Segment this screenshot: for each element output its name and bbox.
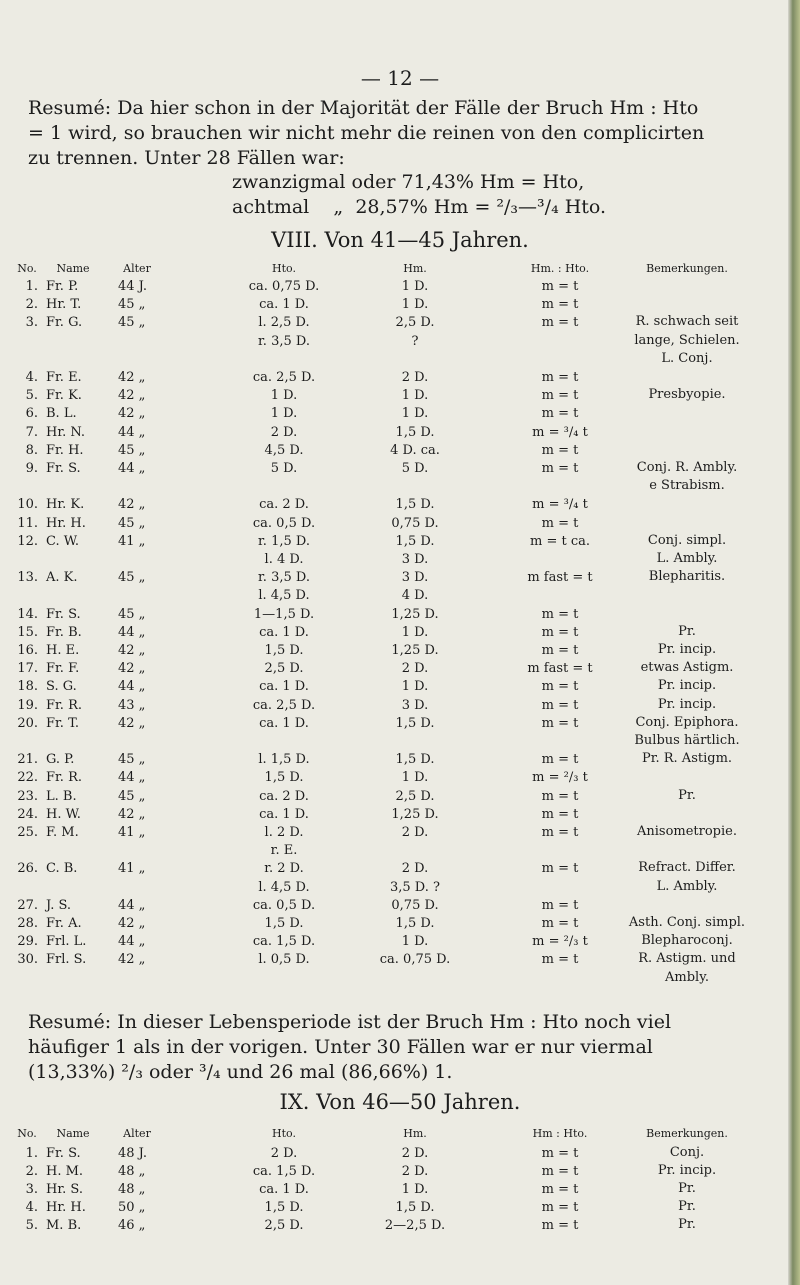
- cell-name: Fr. K.: [46, 388, 82, 404]
- cell-ratio: m fast = t: [527, 570, 593, 586]
- cell-no: 23.: [17, 788, 38, 804]
- cell-hm: 3,5 D. ?: [389, 879, 440, 895]
- cell-hto: r. 2 D.: [264, 861, 304, 877]
- cell-remark: L. Conj.: [661, 350, 713, 366]
- cell-hto: 1,5 D.: [264, 770, 304, 786]
- cell-name: Hr. H.: [46, 515, 86, 531]
- cell-remark: Anisometropie.: [636, 824, 737, 839]
- cell-hm: 1,5 D.: [395, 715, 435, 731]
- cell-age: 44 J.: [118, 279, 148, 294]
- cell-remark: Conj.: [669, 1145, 705, 1160]
- cell-remark: Conj. R. Ambly.: [636, 460, 738, 475]
- column-header-hto: Hto.: [272, 262, 296, 275]
- cell-age: 43 „: [118, 697, 146, 713]
- cell-ratio: m = ³/₄ t: [532, 424, 588, 440]
- cell-name: Fr. S.: [46, 1146, 81, 1161]
- cell-ratio: m = t: [541, 1146, 579, 1161]
- cell-age: 41 „: [118, 861, 146, 877]
- cell-hm: 1 D.: [401, 770, 429, 786]
- cell-ratio: m = t: [541, 1164, 579, 1179]
- cell-hto: 2 D.: [270, 1146, 298, 1161]
- cell-ratio: m = t: [541, 916, 579, 931]
- cell-ratio: m = t: [541, 861, 579, 877]
- cell-ratio: m = t: [541, 806, 579, 822]
- cell-hto: l. 2 D.: [264, 825, 304, 840]
- cell-ratio: m = t: [541, 461, 579, 476]
- column-header-alter: Alter: [123, 262, 151, 275]
- cell-hto: ca. 0,5 D.: [252, 515, 316, 531]
- cell-hto: ca. 2,5 D.: [252, 697, 316, 713]
- cell-no: 25.: [17, 825, 38, 840]
- cell-age: 45 „: [118, 606, 146, 622]
- cell-no: 5.: [25, 388, 38, 404]
- cell-hm: 1 D.: [401, 279, 429, 294]
- cell-name: Hr. N.: [46, 424, 86, 440]
- cell-no: 6.: [25, 406, 38, 422]
- cell-name: J. S.: [46, 897, 72, 913]
- cell-age: 44 „: [118, 624, 146, 640]
- cell-ratio: m = t ca.: [529, 533, 590, 549]
- cell-hm: 1 D.: [401, 406, 429, 422]
- cell-hm: 2,5 D.: [395, 788, 435, 804]
- cell-no: 19.: [17, 697, 38, 713]
- column-header-remarks: Bemerkungen.: [646, 1127, 728, 1140]
- cell-remark: Bulbus härtlich.: [634, 733, 740, 748]
- cell-no: 14.: [17, 606, 38, 622]
- cell-no: 4.: [25, 1200, 38, 1215]
- cell-age: 42 „: [118, 715, 146, 731]
- cell-no: 16.: [17, 643, 38, 658]
- cell-name: Hr. S.: [46, 1182, 83, 1197]
- cell-hto: 2,5 D.: [264, 661, 304, 677]
- cell-age: 45 „: [118, 515, 146, 531]
- cell-hto: l. 4,5 D.: [258, 588, 310, 604]
- cell-age: 42 „: [118, 370, 146, 385]
- cell-age: 45 „: [118, 570, 146, 586]
- cell-ratio: m = t: [541, 897, 579, 913]
- cell-remark: Presbyopie.: [648, 387, 726, 403]
- cell-hto: l. 4,5 D.: [258, 879, 310, 895]
- cell-ratio: m = t: [541, 679, 579, 695]
- cell-name: S. G.: [46, 679, 77, 695]
- cell-remark: R. schwach seit: [635, 314, 739, 330]
- cell-name: Fr. B.: [46, 624, 82, 640]
- cell-hto: ca. 1 D.: [259, 624, 309, 640]
- cell-age: 41 „: [118, 825, 146, 840]
- summary-line: zwanzigmal oder 71,43% Hm = Hto,: [232, 171, 585, 193]
- intro-line: = 1 wird, so brauchen wir nicht mehr die reinen von den complicirten: [28, 122, 705, 144]
- resume-line: Resumé: In dieser Lebensperiode ist der Bruch Hm : Hto noch viel: [28, 1011, 672, 1033]
- cell-hm: 1 D.: [401, 297, 429, 313]
- cell-remark: e Strabism.: [649, 478, 725, 494]
- cell-hm: 0,75 D.: [391, 515, 439, 531]
- cell-ratio: m = t: [541, 643, 579, 658]
- cell-name: H. W.: [46, 806, 81, 822]
- cell-age: 48 „: [118, 1182, 146, 1197]
- cell-name: H. E.: [46, 643, 80, 658]
- summary-line: achtmal „ 28,57% Hm = ²/₃—³/₄ Hto.: [232, 196, 607, 218]
- cell-hto: 1,5 D.: [264, 643, 304, 658]
- cell-age: 46 „: [118, 1218, 146, 1233]
- cell-name: G. P.: [46, 752, 75, 768]
- cell-hm: 4 D. ca.: [390, 442, 440, 458]
- cell-age: 42 „: [118, 406, 146, 422]
- cell-hto: l. 0,5 D.: [258, 952, 310, 968]
- cell-age: 42 „: [118, 806, 146, 822]
- cell-remark: Pr.: [678, 623, 696, 639]
- cell-hm: 2 D.: [401, 861, 429, 877]
- cell-remark: L. Ambly.: [656, 551, 718, 566]
- cell-no: 27.: [17, 897, 38, 913]
- cell-name: Fr. P.: [46, 279, 79, 294]
- resume-line: (13,33%) ²/₃ oder ³/₄ und 26 mal (86,66%) 1.: [28, 1061, 453, 1083]
- cell-name: Fr. R.: [46, 697, 82, 713]
- cell-no: 15.: [17, 624, 38, 640]
- cell-hm: 2 D.: [401, 825, 429, 840]
- cell-name: C. B.: [46, 861, 78, 877]
- cell-name: Fr. R.: [46, 770, 82, 786]
- cell-remark: Pr.: [678, 787, 696, 803]
- cell-age: 44 „: [118, 679, 146, 695]
- cell-remark: Refract. Differ.: [638, 860, 736, 876]
- cell-ratio: m = t: [541, 715, 579, 731]
- cell-hm: 1 D.: [401, 388, 429, 404]
- cell-hto: 1—1,5 D.: [253, 606, 315, 622]
- cell-no: 21.: [17, 752, 38, 768]
- cell-ratio: m = t: [541, 752, 579, 768]
- cell-name: Frl. L.: [46, 934, 87, 950]
- cell-hto: ca. 2 D.: [259, 788, 309, 804]
- cell-hm: 1,25 D.: [391, 606, 439, 622]
- cell-no: 8.: [25, 442, 38, 458]
- page-number: — 12 —: [360, 66, 440, 90]
- cell-ratio: m = t: [541, 388, 579, 404]
- cell-no: 2.: [25, 1164, 38, 1179]
- cell-hto: 5 D.: [270, 461, 298, 476]
- cell-remark: Conj. simpl.: [647, 532, 727, 548]
- cell-hto: 4,5 D.: [264, 442, 304, 458]
- cell-no: 26.: [17, 861, 38, 877]
- cell-age: 42 „: [118, 388, 146, 404]
- cell-ratio: m = t: [541, 315, 579, 331]
- cell-name: H. M.: [46, 1164, 84, 1179]
- cell-name: C. W.: [46, 533, 79, 549]
- cell-hto: 2 D.: [270, 424, 298, 440]
- cell-hto: ca. 1 D.: [259, 679, 309, 695]
- cell-hto: 1,5 D.: [264, 916, 304, 931]
- cell-hm: 1,5 D.: [395, 533, 435, 549]
- cell-hto: r. 3,5 D.: [258, 570, 310, 586]
- cell-hto: ca. 1,5 D.: [252, 1164, 316, 1179]
- cell-name: Fr. A.: [46, 916, 82, 931]
- cell-ratio: m = t: [541, 406, 579, 422]
- cell-hm: ca. 0,75 D.: [379, 952, 451, 968]
- cell-no: 20.: [17, 715, 38, 731]
- cell-age: 42 „: [118, 952, 146, 968]
- cell-no: 9.: [25, 461, 38, 476]
- cell-age: 41 „: [118, 533, 146, 549]
- cell-hm: 3 D.: [401, 570, 429, 586]
- cell-hto: ca. 1 D.: [259, 715, 309, 731]
- cell-ratio: m = t: [541, 1182, 579, 1197]
- cell-no: 30.: [17, 952, 38, 968]
- cell-name: B. L.: [46, 406, 77, 422]
- cell-hm: 3 D.: [401, 697, 429, 713]
- cell-age: 44 „: [118, 770, 146, 786]
- cell-ratio: m = t: [541, 297, 579, 313]
- cell-name: Frl. S.: [46, 952, 87, 968]
- cell-hto: l. 1,5 D.: [258, 752, 310, 768]
- column-header-hm: Hm.: [403, 1127, 427, 1140]
- cell-ratio: m = ³/₄ t: [532, 497, 588, 513]
- cell-hm: 2 D.: [401, 370, 429, 385]
- cell-hm: 1,25 D.: [391, 643, 439, 658]
- cell-remark: Pr. R. Astigm.: [641, 751, 733, 767]
- cell-remark: Asth. Conj. simpl.: [628, 915, 746, 930]
- cell-ratio: m = t: [541, 442, 579, 458]
- cell-remark: etwas Astigm.: [640, 660, 734, 676]
- cell-name: Fr. F.: [46, 661, 80, 677]
- cell-hto: r. E.: [270, 843, 298, 859]
- cell-no: 1.: [25, 279, 38, 294]
- cell-no: 3.: [25, 1182, 38, 1197]
- cell-no: 28.: [17, 916, 38, 931]
- cell-remark: Blepharoconj.: [641, 933, 733, 949]
- cell-age: 45 „: [118, 315, 146, 331]
- cell-ratio: m = t: [541, 515, 579, 531]
- cell-name: Fr. S.: [46, 461, 81, 476]
- cell-ratio: m = t: [541, 279, 579, 294]
- cell-name: Fr. S.: [46, 606, 81, 622]
- column-header-name: Name: [56, 262, 90, 275]
- cell-no: 13.: [17, 570, 38, 586]
- cell-age: 44 „: [118, 461, 146, 476]
- cell-hm: 1 D.: [401, 934, 429, 950]
- column-header-hto: Hto.: [272, 1127, 296, 1140]
- cell-hto: ca. 1 D.: [259, 1182, 309, 1197]
- cell-age: 45 „: [118, 442, 146, 458]
- cell-name: Fr. H.: [46, 442, 84, 458]
- cell-hm: 4 D.: [401, 588, 429, 604]
- cell-hto: ca. 2 D.: [259, 497, 309, 513]
- cell-no: 10.: [17, 497, 38, 513]
- cell-age: 48 „: [118, 1164, 146, 1179]
- cell-hm: 1,5 D.: [395, 424, 435, 440]
- cell-hm: 0,75 D.: [391, 897, 439, 913]
- cell-hto: 1 D.: [270, 406, 298, 422]
- cell-remark: Blepharitis.: [648, 569, 726, 585]
- cell-no: 24.: [17, 806, 38, 822]
- cell-no: 22.: [17, 770, 38, 786]
- cell-hto: l. 4 D.: [264, 552, 304, 567]
- cell-name: Fr. T.: [46, 715, 79, 731]
- intro-paragraph: [28, 96, 768, 171]
- cell-age: 42 „: [118, 916, 146, 931]
- cell-age: 44 „: [118, 424, 146, 440]
- column-header-alter: Alter: [123, 1127, 151, 1140]
- cell-age: 42 „: [118, 643, 146, 658]
- cell-hto: ca. 1,5 D.: [252, 934, 316, 950]
- cell-hto: ca. 0,5 D.: [252, 897, 316, 913]
- cell-remark: Pr.: [678, 1217, 696, 1232]
- cell-hm: 1 D.: [401, 624, 429, 640]
- column-header-ratio: Hm. : Hto.: [530, 262, 590, 275]
- cell-name: A. K.: [46, 570, 78, 586]
- column-header-ratio: Hm : Hto.: [532, 1127, 588, 1140]
- cell-hm: 1,5 D.: [395, 752, 435, 768]
- cell-hto: ca. 2,5 D.: [252, 370, 316, 385]
- resume-line: häufiger 1 als in der vorigen. Unter 30 Fällen war er nur viermal: [28, 1036, 653, 1058]
- cell-ratio: m = t: [541, 952, 579, 968]
- cell-no: 18.: [17, 679, 38, 695]
- cell-hto: ca. 0,75 D.: [248, 279, 320, 294]
- cell-hm: 2—2,5 D.: [384, 1218, 446, 1233]
- cell-ratio: m = t: [541, 697, 579, 713]
- section-heading: IX. Von 46—50 Jahren.: [279, 1090, 521, 1114]
- cell-hm: 1,5 D.: [395, 497, 435, 513]
- cell-age: 50 „: [118, 1200, 146, 1215]
- cell-age: 45 „: [118, 297, 146, 313]
- cell-name: Fr. G.: [46, 315, 83, 331]
- cell-age: 45 „: [118, 752, 146, 768]
- resume-paragraph: [28, 1010, 768, 1085]
- cell-no: 1.: [25, 1146, 38, 1161]
- cell-age: 45 „: [118, 788, 146, 804]
- cell-ratio: m = t: [541, 1218, 579, 1233]
- column-header-remarks: Bemerkungen.: [646, 262, 728, 275]
- cell-age: 44 „: [118, 897, 146, 913]
- cell-hm: 1,5 D.: [395, 916, 435, 931]
- cell-name: L. B.: [46, 788, 77, 804]
- cell-ratio: m = ²/₃ t: [532, 934, 588, 950]
- cell-remark: Pr. incip.: [657, 1163, 717, 1178]
- cell-ratio: m = t: [541, 1200, 579, 1215]
- cell-hm: 2,5 D.: [395, 315, 435, 331]
- cell-hto: 1 D.: [270, 388, 298, 404]
- section-heading: VIII. Von 41—45 Jahren.: [271, 228, 529, 252]
- cell-hto: 1,5 D.: [264, 1200, 304, 1215]
- cell-remark: Pr. incip.: [657, 678, 717, 694]
- cell-name: Fr. E.: [46, 370, 82, 385]
- cell-remark: Pr. incip.: [657, 642, 717, 657]
- cell-age: 42 „: [118, 661, 146, 677]
- cell-no: 17.: [17, 661, 38, 677]
- cell-ratio: m = t: [541, 825, 579, 840]
- column-header-name: Name: [56, 1127, 90, 1140]
- cell-ratio: m = t: [541, 606, 579, 622]
- cell-remark: Pr.: [678, 1181, 696, 1196]
- cell-hm: 3 D.: [401, 552, 429, 567]
- intro-line: Resumé: Da hier schon in der Majorität der Fälle der Bruch Hm : Hto: [28, 97, 699, 119]
- cell-hm: 1 D.: [401, 1182, 429, 1197]
- cell-remark: Pr. incip.: [657, 696, 717, 712]
- cell-age: 48 J.: [118, 1146, 148, 1161]
- cell-ratio: m = t: [541, 788, 579, 804]
- intro-line: zu trennen. Unter 28 Fällen war:: [28, 147, 345, 169]
- cell-name: F. M.: [46, 825, 79, 840]
- cell-remark: Conj. Epiphora.: [635, 714, 739, 730]
- cell-hto: ca. 1 D.: [259, 806, 309, 822]
- cell-age: 44 „: [118, 934, 146, 950]
- cell-hto: 2,5 D.: [264, 1218, 304, 1233]
- cell-no: 29.: [17, 934, 38, 950]
- cell-hm: 5 D.: [401, 461, 429, 476]
- cell-remark: Pr.: [678, 1199, 696, 1214]
- cell-remark: L. Ambly.: [656, 878, 718, 894]
- cell-hm: 1,25 D.: [391, 806, 439, 822]
- column-header-no: No.: [17, 1127, 37, 1140]
- cell-no: 11.: [17, 515, 38, 531]
- cell-hm: 2 D.: [401, 1146, 429, 1161]
- cell-ratio: m = t: [541, 624, 579, 640]
- cell-name: Hr. H.: [46, 1200, 86, 1215]
- cell-remark: lange, Schielen.: [634, 332, 740, 348]
- cell-no: 2.: [25, 297, 38, 313]
- cell-remark: R. Astigm. und: [638, 951, 736, 967]
- cell-hto: l. 2,5 D.: [258, 315, 310, 331]
- cell-no: 3.: [25, 315, 38, 331]
- cell-name: M. B.: [46, 1218, 82, 1233]
- cell-hm: 1 D.: [401, 679, 429, 695]
- cell-name: Hr. T.: [46, 297, 82, 313]
- cell-no: 7.: [25, 424, 38, 440]
- cell-hto: ca. 1 D.: [259, 297, 309, 313]
- cell-ratio: m fast = t: [527, 661, 593, 677]
- cell-no: 12.: [17, 533, 38, 549]
- cell-hm: 1,5 D.: [395, 1200, 435, 1215]
- cell-no: 4.: [25, 370, 38, 385]
- cell-age: 42 „: [118, 497, 146, 513]
- cell-ratio: m = ²/₃ t: [532, 770, 588, 786]
- cell-hm: 2 D.: [401, 661, 429, 677]
- column-header-no: No.: [17, 262, 37, 275]
- cell-hm: 2 D.: [401, 1164, 429, 1179]
- cell-hto: r. 1,5 D.: [258, 533, 310, 549]
- cell-ratio: m = t: [541, 370, 579, 385]
- cell-no: 5.: [25, 1218, 38, 1233]
- column-header-hm: Hm.: [403, 262, 427, 275]
- cell-name: Hr. K.: [46, 497, 85, 513]
- cell-remark: Ambly.: [665, 969, 709, 985]
- cell-hm: ?: [411, 333, 419, 349]
- cell-hto: r. 3,5 D.: [258, 333, 310, 349]
